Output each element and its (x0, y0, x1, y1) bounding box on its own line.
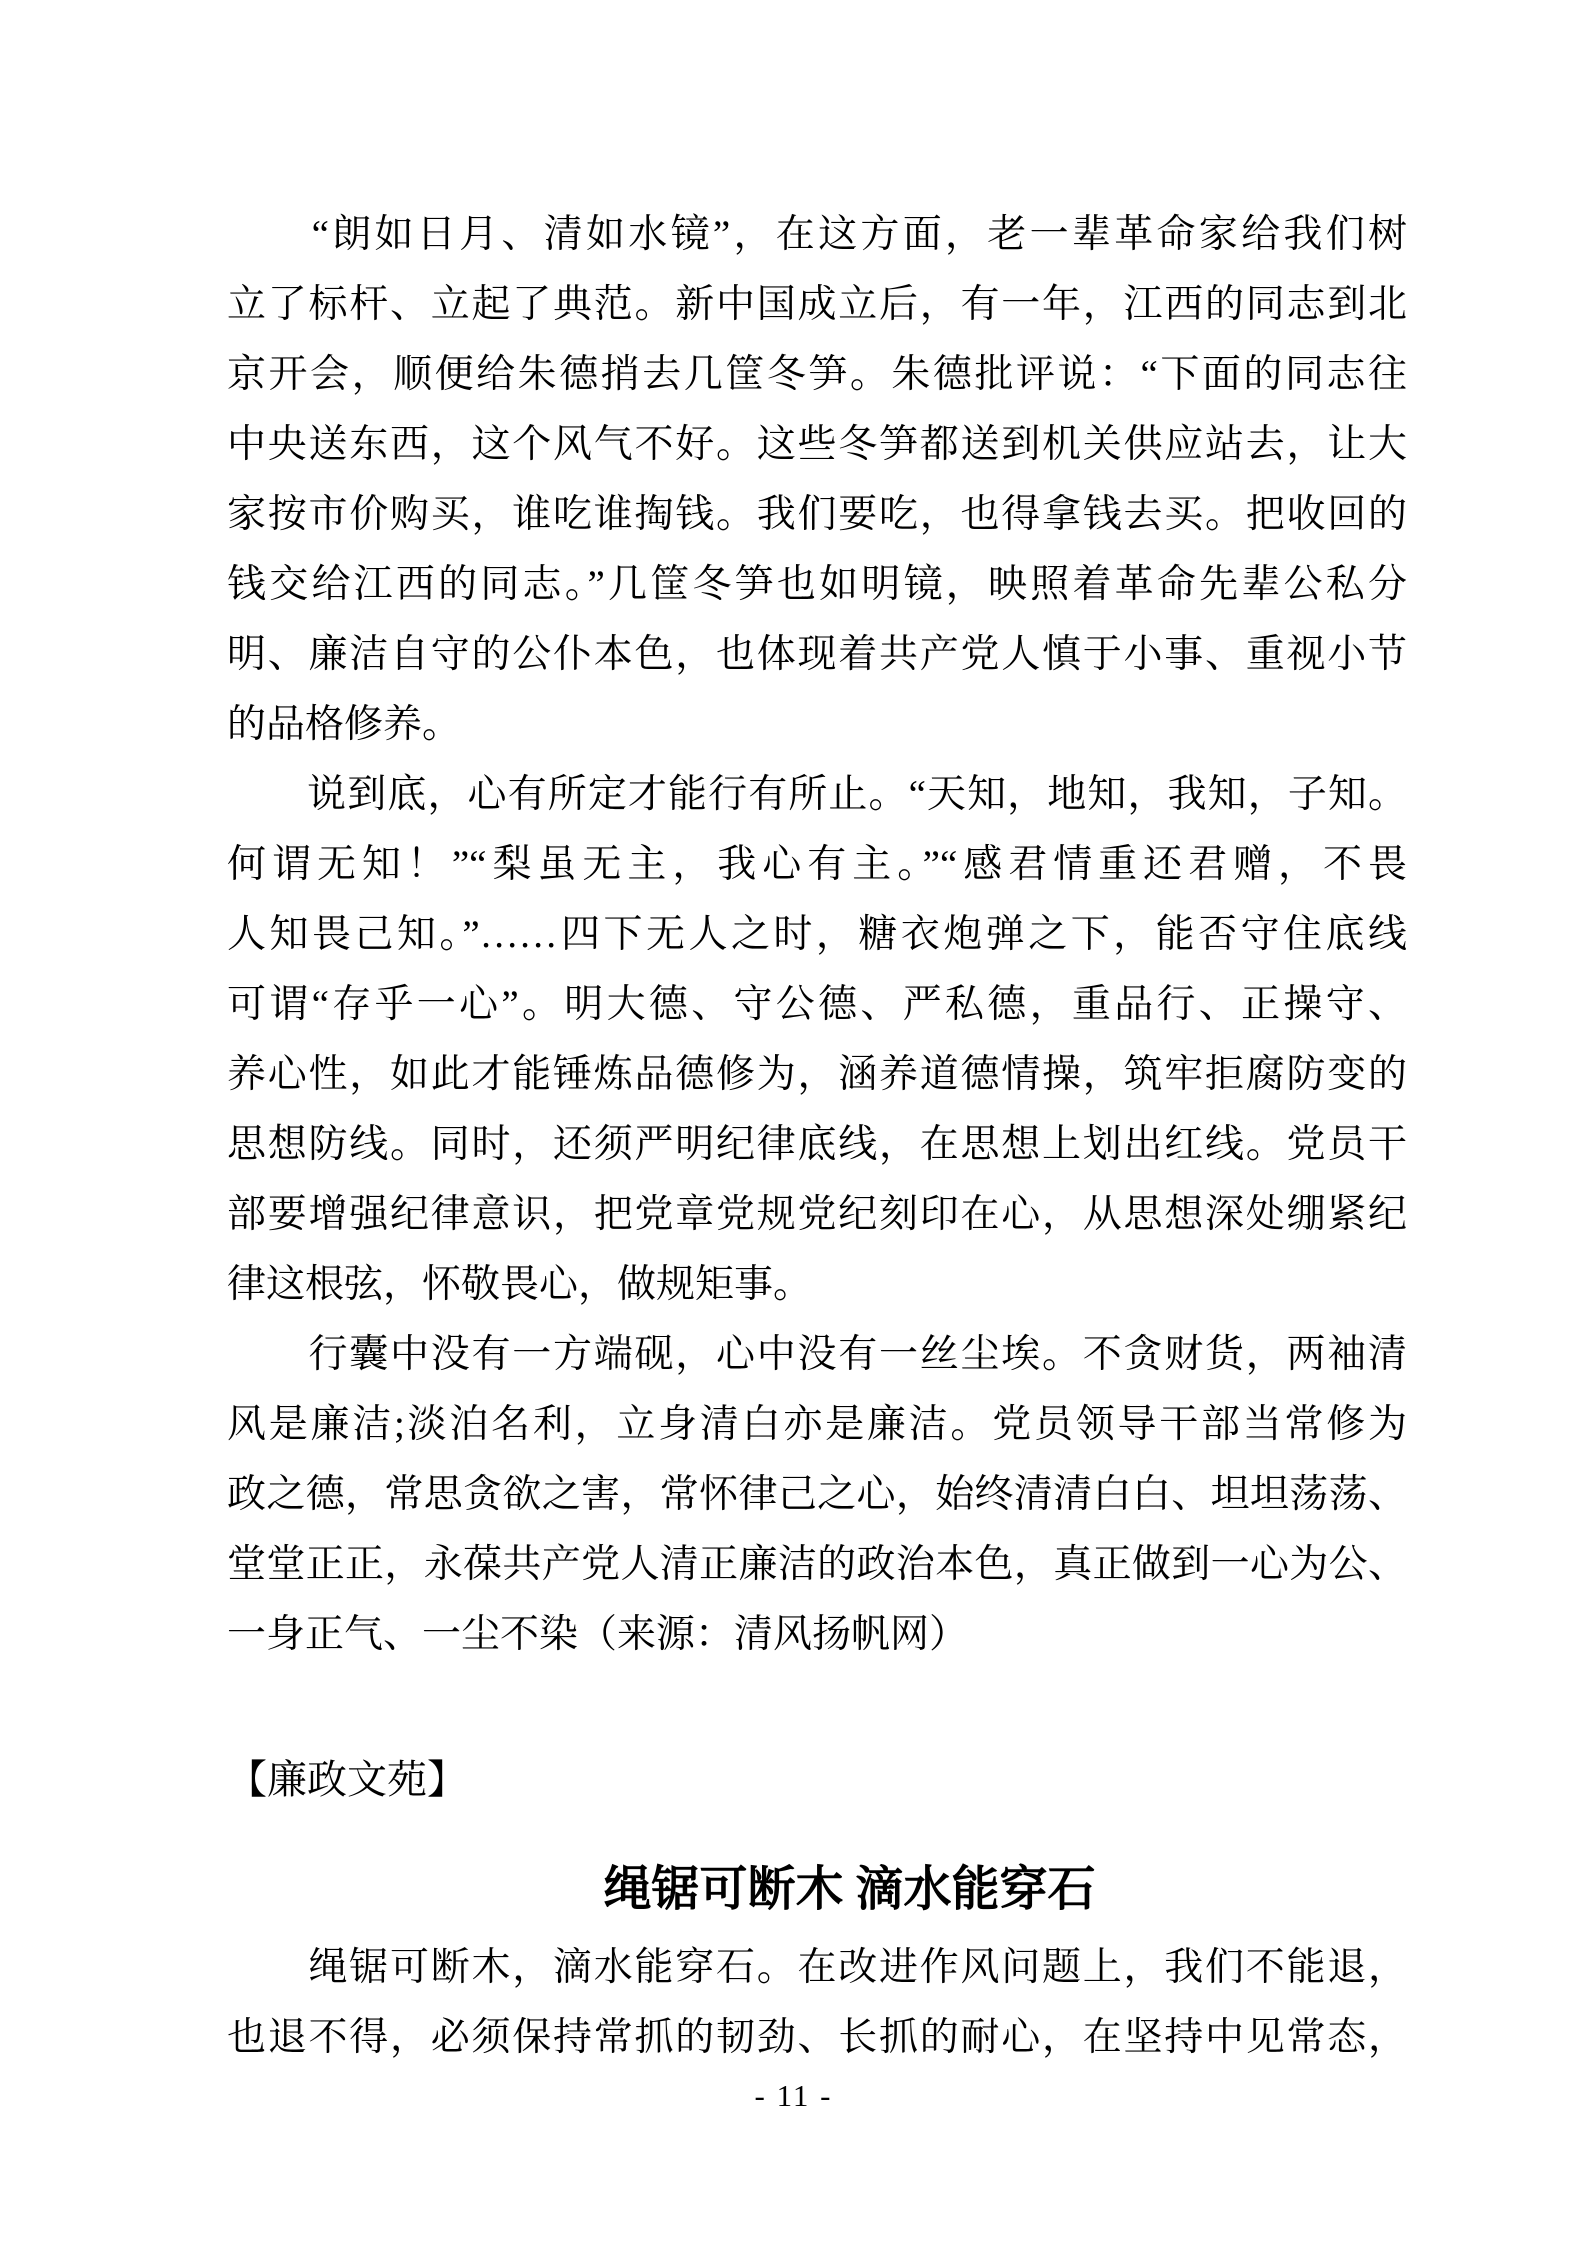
body-paragraphs (227, 200, 1407, 1670)
text-line: 何谓无知！”“梨虽无主，我心有主。”“感君情重还君赠，不畏 (227, 843, 1407, 886)
article-paragraph (227, 1933, 1407, 2073)
text-line: 家按市价购买，谁吃谁掏钱。我们要吃，也得拿钱去买。把收回的 (227, 493, 1407, 536)
text-line: 说到底，心有所定才能行有所止。“天知，地知，我知，子知。 (227, 773, 1407, 816)
text-line: 部要增强纪律意识，把党章党规党纪刻印在心，从思想深处绷紧纪 (227, 1193, 1407, 1236)
text-line: 律这根弦，怀敬畏心，做规矩事。 (227, 1263, 813, 1306)
text-line: “朗如日月、清如水镜”，在这方面，老一辈革命家给我们树 (227, 213, 1407, 256)
text-line: 明、廉洁自守的公仆本色，也体现着共产党人慎于小事、重视小节 (227, 633, 1407, 676)
text-line: 也退不得，必须保持常抓的韧劲、长抓的耐心，在坚持中见常态， (227, 2016, 1407, 2059)
page-number: - 11 - (754, 2078, 833, 2113)
text-line: 行囊中没有一方端砚，心中没有一丝尘埃。不贪财货，两袖清 (227, 1333, 1407, 1376)
section-header: 【廉政文苑】 (227, 1757, 467, 1802)
text-line: 风是廉洁;淡泊名利，立身清白亦是廉洁。党员领导干部当常修为 (227, 1403, 1407, 1446)
text-line: 堂堂正正，永葆共产党人清正廉洁的政治本色，真正做到一心为公、 (227, 1543, 1407, 1586)
text-line: 政之德，常思贪欲之害，常怀律己之心，始终清清白白、坦坦荡荡、 (227, 1473, 1407, 1516)
article-title: 绳锯可断木 滴水能穿石 (603, 1863, 1096, 1916)
text-line: 钱交给江西的同志。”几筐冬笋也如明镜，映照着革命先辈公私分 (227, 563, 1407, 606)
text-line: 中央送东西，这个风气不好。这些冬笋都送到机关供应站去，让大 (227, 423, 1407, 466)
text-line: 的品格修养。 (227, 703, 462, 746)
text-line: 思想防线。同时，还须严明纪律底线，在思想上划出红线。党员干 (227, 1123, 1407, 1166)
text-line: 养心性，如此才能锤炼品德修为，涵养道德情操，筑牢拒腐防变的 (227, 1053, 1407, 1096)
text-line: 京开会，顺便给朱德捎去几筐冬笋。朱德批评说：“下面的同志往 (227, 353, 1407, 396)
text-line: 人知畏己知。”……四下无人之时，糖衣炮弹之下，能否守住底线 (227, 913, 1407, 956)
text-column (227, 0, 1407, 2073)
text-line: 立了标杆、立起了典范。新中国成立后，有一年，江西的同志到北 (227, 283, 1407, 326)
text-line: 一身正气、一尘不染（来源：清风扬帆网） (227, 1613, 969, 1656)
text-line: 可谓“存乎一心”。明大德、守公德、严私德，重品行、正操守、 (227, 983, 1407, 1026)
text-line: 绳锯可断木，滴水能穿石。在改进作风问题上，我们不能退， (227, 1946, 1407, 1989)
